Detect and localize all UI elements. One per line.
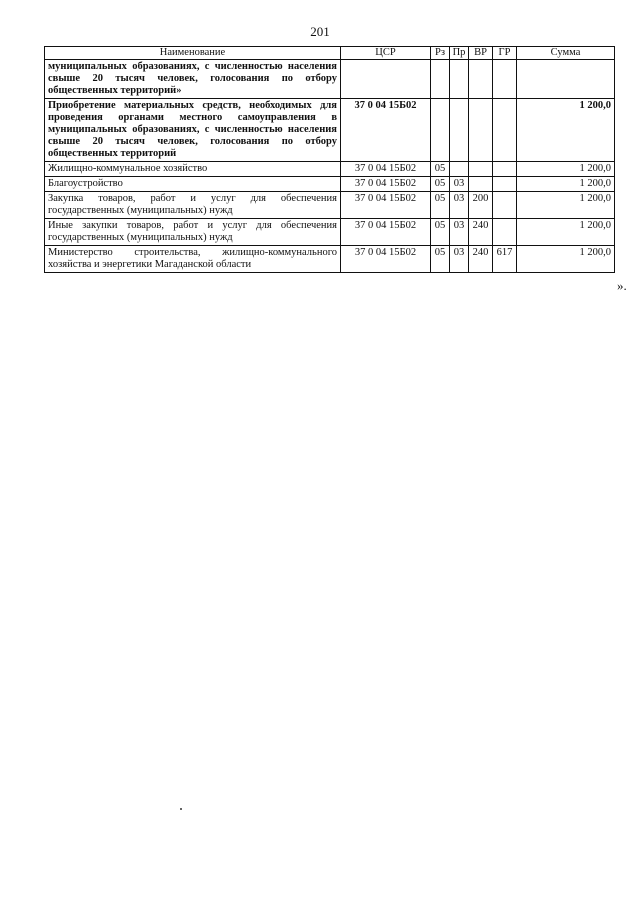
cell-sum: 1 200,0 — [517, 177, 615, 192]
cell-sum — [517, 60, 615, 99]
header-pr: Пр — [450, 47, 469, 60]
cell-pr: 03 — [450, 177, 469, 192]
cell-vr: 240 — [469, 219, 493, 246]
cell-rz: 05 — [431, 219, 450, 246]
cell-gr — [493, 60, 517, 99]
header-name: Наименование — [45, 47, 341, 60]
table-row — [45, 177, 615, 192]
cell-name: Жилищно-коммунальное хозяйство — [45, 162, 341, 177]
cell-pr — [450, 162, 469, 177]
cell-gr — [493, 219, 517, 246]
cell-sum: 1 200,0 — [517, 162, 615, 177]
cell-gr — [493, 177, 517, 192]
cell-sum: 1 200,0 — [517, 99, 615, 162]
cell-csr: 37 0 04 15Б02 — [341, 246, 431, 273]
cell-rz — [431, 60, 450, 99]
cell-rz: 05 — [431, 192, 450, 219]
cell-vr — [469, 99, 493, 162]
cell-rz: 05 — [431, 177, 450, 192]
cell-rz: 05 — [431, 246, 450, 273]
closing-quote: ». — [617, 278, 627, 293]
cell-vr: 200 — [469, 192, 493, 219]
cell-rz: 05 — [431, 162, 450, 177]
cell-name: муниципальных образованиях, с численностью населения свыше 20 тысяч человек, голосования по отбору общественных территорий» — [45, 60, 341, 99]
header-vr: ВР — [469, 47, 493, 60]
cell-pr — [450, 99, 469, 162]
cell-name: Закупка товаров, работ и услуг для обеспечения государственных (муниципальных) нужд — [45, 192, 341, 219]
table-row — [45, 246, 615, 273]
header-rz: Рз — [431, 47, 450, 60]
table-row — [45, 162, 615, 177]
cell-name: Приобретение материальных средств, необходимых для проведения органами местного самоуправления в муниципальных образованиях, с численностью населения свыше 20 тысяч человек, голосования по отбору общественных территорий — [45, 99, 341, 162]
cell-name: Министерство строительства, жилищно-коммунального хозяйства и энергетики Магаданской области — [45, 246, 341, 273]
cell-csr: 37 0 04 15Б02 — [341, 99, 431, 162]
table-row — [45, 219, 615, 246]
cell-pr: 03 — [450, 192, 469, 219]
cell-csr — [341, 60, 431, 99]
cell-rz — [431, 99, 450, 162]
table-row — [45, 99, 615, 162]
cell-vr — [469, 60, 493, 99]
cell-name: Иные закупки товаров, работ и услуг для обеспечения государственных (муниципальных) нужд — [45, 219, 341, 246]
table-row — [45, 192, 615, 219]
cell-vr — [469, 177, 493, 192]
cell-gr — [493, 99, 517, 162]
cell-sum: 1 200,0 — [517, 192, 615, 219]
cell-csr: 37 0 04 15Б02 — [341, 192, 431, 219]
header-sum: Сумма — [517, 47, 615, 60]
header-gr: ГР — [493, 47, 517, 60]
cell-sum: 1 200,0 — [517, 219, 615, 246]
budget-table — [44, 46, 615, 273]
page-number: 201 — [310, 24, 330, 39]
cell-csr: 37 0 04 15Б02 — [341, 177, 431, 192]
cell-gr — [493, 192, 517, 219]
cell-vr — [469, 162, 493, 177]
cell-pr: 03 — [450, 246, 469, 273]
cell-pr — [450, 60, 469, 99]
cell-pr: 03 — [450, 219, 469, 246]
cell-gr — [493, 162, 517, 177]
cell-csr: 37 0 04 15Б02 — [341, 162, 431, 177]
table-header-row — [45, 47, 615, 60]
cell-csr: 37 0 04 15Б02 — [341, 219, 431, 246]
cell-sum: 1 200,0 — [517, 246, 615, 273]
cell-vr: 240 — [469, 246, 493, 273]
table-row — [45, 60, 615, 99]
cell-gr: 617 — [493, 246, 517, 273]
cell-name: Благоустройство — [45, 177, 341, 192]
scan-speck — [180, 808, 182, 810]
header-csr: ЦСР — [341, 47, 431, 60]
